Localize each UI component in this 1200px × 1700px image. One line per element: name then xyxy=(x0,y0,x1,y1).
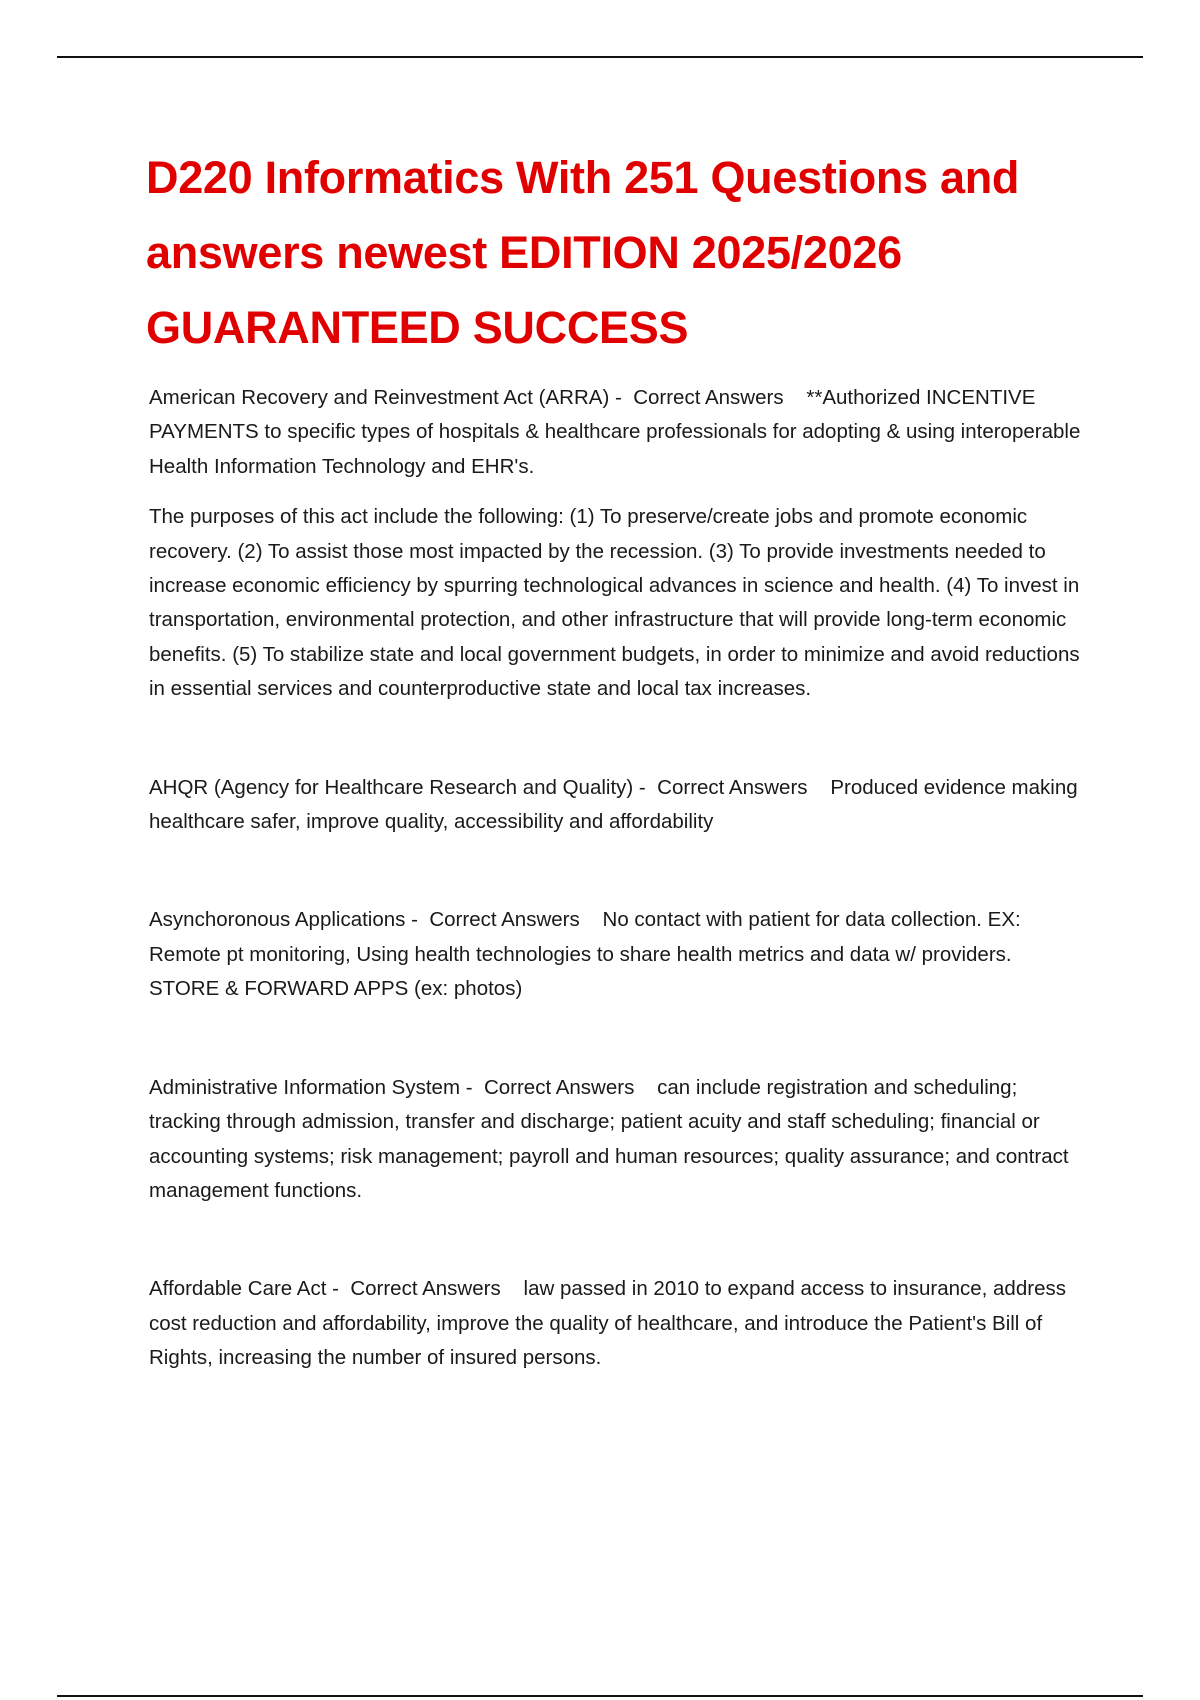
entry-answer: No contact with patient for data collection. EX: Remote pt monitoring, Using health technologies to share health metrics and data w/ providers. STORE & FORWARD APPS (ex: photos) xyxy=(149,908,1021,1001)
correct-answers-label: Correct Answers xyxy=(657,775,808,799)
qa-entry-arra-extra: The purposes of this act include the following: (1) To preserve/create jobs and promote economic recovery. (2) To assist those most impacted by the recession. (3) To provide investments needed to increase economic efficiency by spurring technological advances in science and health. (4) To invest in transportation, environmental protection, and other infrastructure that will provide long-term economic benefits. (5) To stabilize state and local government budgets, in order to minimize and avoid reductions in essential services and counterproductive state and local tax increases. xyxy=(149,505,1080,701)
entry-term: Affordable Care Act xyxy=(149,1277,327,1301)
entry-term: AHQR (Agency for Healthcare Research and Quality) xyxy=(149,775,634,799)
qa-entry-asynchronous xyxy=(146,903,1086,1006)
entry-term: Administrative Information System xyxy=(149,1075,461,1099)
correct-answers-label: Correct Answers xyxy=(429,908,580,932)
entry-separator: - xyxy=(609,386,634,409)
qa-entry-ahqr xyxy=(146,771,1086,840)
document-body xyxy=(146,140,1086,1376)
qa-entry-administrative-is xyxy=(146,1071,1086,1209)
entry-separator: - xyxy=(460,1075,484,1099)
entry-answer: can include registration and scheduling; tracking through admission, transfer and discharge; patient acuity and staff scheduling; financial or accounting systems; risk management; payroll and human resources; quality assurance; and contract management functions. xyxy=(149,1075,1069,1202)
entry-answer: Produced evidence making healthcare safer, improve quality, accessibility and affordability xyxy=(149,775,1078,834)
entry-separator: - xyxy=(633,775,658,799)
entry-term: American Recovery and Reinvestment Act (ARRA) xyxy=(149,386,610,409)
document-title: D220 Informatics With 251 Questions and answers newest EDITION 2025/2026 GUARANTEED SUCCESS xyxy=(146,152,1020,353)
correct-answers-label: Correct Answers xyxy=(350,1277,501,1301)
correct-answers-label: Correct Answers xyxy=(483,1075,635,1099)
entry-term: Asynchoronous Applications xyxy=(149,908,406,932)
qa-entry-affordable-care-act xyxy=(146,1272,1086,1375)
qa-entry-arra xyxy=(146,381,1086,484)
entry-separator: - xyxy=(405,908,430,932)
top-rule xyxy=(57,56,1143,58)
bottom-rule xyxy=(57,1695,1143,1697)
entry-answer: **Authorized INCENTIVE PAYMENTS to specific types of hospitals & healthcare professionals for adopting & using interoperable Health Information Technology and EHR's. xyxy=(149,386,1081,478)
correct-answers-label: Correct Answers xyxy=(633,386,784,409)
entry-answer: law passed in 2010 to expand access to insurance, address cost reduction and affordability, improve the quality of healthcare, and introduce the Patient's Bill of Rights, increasing the number of insured persons. xyxy=(149,1277,1066,1370)
entry-separator: - xyxy=(326,1277,351,1301)
